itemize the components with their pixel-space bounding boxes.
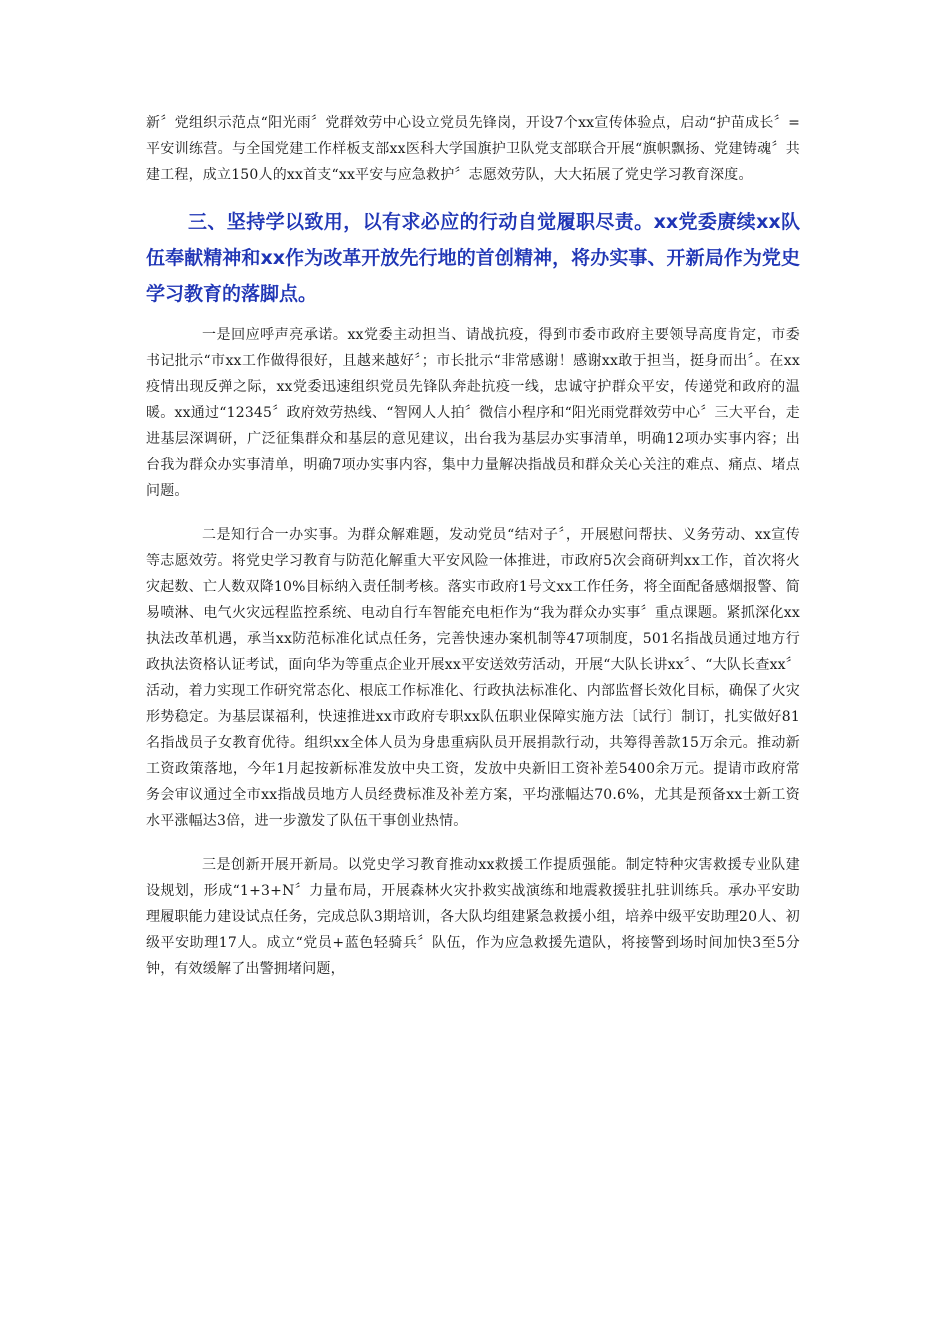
paragraph-practical-affairs: 二是知行合一办实事。为群众解难题，发动党员“结对子〞，开展慰问帮扶、义务劳动、xx宣传等志愿效劳。将党史学习教育与防范化解重大平安风险一体推进，市政府5次会商研判xx工作，首次将火灾起数、亡人数双降10%目标纳入责任制考核。落实市政府1号文xx工作任务，将全面配备感烟报警、简易喷淋、电气火灾远程监控系统、电动自行车智能充电柜作为“我为群众办实事〞重点课题。紧抓深化xx执法改革机遇，承当xx防范标准化试点任务，完善快速办案机制等47项制度，501名指战员通过地方行政执法资格认证考试，面向华为等重点企业开展xx平安送效劳活动，开展“大队长讲xx〞、“大队长查xx〞活动，着力实现工作研究常态化、根底工作标准化、行政执法标准化、内部监督长效化目标，确保了火灾形势稳定。为基层谋福利，快速推进xx市政府专职xx队伍职业保障实施方法〔试行〕制订，扎实做好81名指战员子女教育优待。组织xx全体人员为身患重病队员开展捐款行动，共筹得善款15万余元。推动新工资政策落地，今年1月起按新标准发放中央工资，发放中央新旧工资补差5400余万元。提请市政府常务会审议通过全市xx指战员地方人员经费标准及补差方案，平均涨幅达70.6%，尤其是预备xx士新工资水平涨幅达3倍，进一步激发了队伍干事创业热情。 — [146, 527, 800, 829]
paragraph-innovation: 三是创新开展开新局。以党史学习教育推动xx救援工作提质强能。制定特种灾害救援专业队建设规划，形成“1+3+N〞力量布局，开展森林火灾扑救实战演练和地震救援驻扎驻训练兵。承办平安助理履职能力建设试点任务，完成总队3期培训，各大队均组建紧急救援小组，培养中级平安助理20人、初级平安助理17人。成立“党员+蓝色轻骑兵〞队伍，作为应急救援先遣队，将接警到场时间加快3至5分钟，有效缓解了出警拥堵问题， — [146, 857, 800, 977]
section-heading: 三、坚持学以致用，以有求必应的行动自觉履职尽责。xx党委赓续xx队伍奉献精神和xx作为改革开放先行地的首创精神，将办实事、开新局作为党史学习教育的落脚点。 — [146, 211, 800, 305]
intro-paragraph: 新〞党组织示范点“阳光雨〞党群效劳中心设立党员先锋岗，开设7个xx宣传体验点，启动“护苗成长〞=平安训练营。与全国党建工作样板支部xx医科大学国旗护卫队党支部联合开展“旗帜飘扬、党建铸魂〞共建工程，成立150人的xx首支“xx平安与应急救护〞志愿效劳队，大大拓展了党史学习教育深度。 — [146, 115, 800, 183]
document-page — [146, 110, 800, 982]
paragraph-respond-pledge: 一是回应呼声亮承诺。xx党委主动担当、请战抗疫，得到市委市政府主要领导高度肯定，市委书记批示“市xx工作做得很好，且越来越好〞；市长批示“非常感谢！感谢xx敢于担当，挺身而出〞。在xx疫情出现反弹之际，xx党委迅速组织党员先锋队奔赴抗疫一线，忠诚守护群众平安，传递党和政府的温暖。xx通过“12345〞政府效劳热线、“智网人人拍〞微信小程序和“阳光雨党群效劳中心〞三大平台，走进基层深调研，广泛征集群众和基层的意见建议，出台我为基层办实事清单，明确12项办实事内容；出台我为群众办实事清单，明确7项办实事内容，集中力量解决指战员和群众关心关注的难点、痛点、堵点问题。 — [146, 327, 800, 499]
